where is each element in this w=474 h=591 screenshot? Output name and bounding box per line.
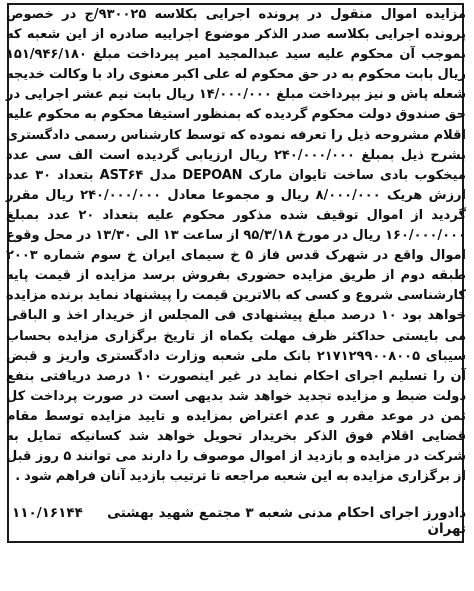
reference-number: ۱۱۰/۱۶۱۴۴ — [12, 505, 83, 521]
issuer-signature: دادورز اجرای احکام مدنی شعبه ۳ مجتمع شهید بهشتی تهران — [107, 505, 466, 537]
notice-footer — [6, 505, 466, 537]
notice-body: مزایده اموال منقول در پرونده اجرایی بکلاسه ۹۳۰۰۲۵/ج در خصوص پرونده اجرایی بکلاسه صدر الذکر موضوع اجراییه صادره از این شعبه که بموجب آن محکوم علیه سید عبدالمجید امیر پیرداخت مبلغ ۱۵۱/۹۴۶/۱۸۰ ریال بابت محکوم به در حق محکوم له علی اکبر معنوی راد با وکالت خدیجه شعله پاش و نیز بپرداخت مبلغ ۱۴/۰۰۰/۰۰۰ ریال بابت نیم عشر اجرایی در حق صندوق دولت محکوم گردیده که بمنظور استیفا محکوم به محکوم علیه اقلام مشروحه ذیل را تعرفه نموده که توسط کارشناس رسمی دادگستری بشرح ذیل بمبلغ ۲۴۰/۰۰۰/۰۰۰ ریال ارزیابی گردیده است الف سی عدد میخکوب بادی ساخت تایوان مارک DEPOAN مدل AST۶۴ بتعداد ۳۰ عدد ارزش هریک ۸/۰۰۰/۰۰۰ ریال و مجموعا معادل ۲۴۰/۰۰۰/۰۰۰ ریال مقرر گردید از اموال توقیف شده مذکور محکوم علیه بتعداد ۲۰ عدد بمبلغ ۱۶۰/۰۰۰/۰۰۰ ریال در مورخ ۹۵/۳/۱۸ از ساعت ۱۳ الی ۱۳/۳۰ در محل وقوع اموال واقع در شهرک قدس فاز ۵ خ سیمای ایران خ سوم شماره ۲۰۰۳ طبقه دوم از طریق مزایده حضوری بفروش برسد مزایده از قیمت پایه کارشناسی شروع و کسی که بالاترین قیمت را پیشنهاد نماید برنده مزایده خواهد بود ۱۰ درصد مبلغ پیشنهادی فی المجلس از خریدار اخذ و الباقی می بایستی حداکثر ظرف مهلت یکماه از تاریخ برگزاری مزایده بحساب سیبای ۲۱۷۱۲۹۹۰۰۸۰۰۵ بانک ملی شعبه وزارت دادگستری واریز و قبض آن را تسلیم اجرای احکام نماید در غیر اینصورت ۱۰ درصد دریافتی بنفع دولت ضبط و مزایده تجدید خواهد شد بدیهی است در صورت پرداخت کل ثمن در موعد مقرر و عدم اعتراض بمزایده و تایید مزایده توسط مقام قضایی اقلام فوق الذکر بخریدار تحویل خواهد شد کسانیکه تمایل به شرکت در مزایده و بازدید از اموال موصوف را دارند می توانند ۵ روز قبل از برگزاری مزایده به این شعبه مراجعه تا ترتیب بازدید آنان فراهم شود . — [6, 7, 467, 485]
auction-notice — [6, 5, 466, 487]
